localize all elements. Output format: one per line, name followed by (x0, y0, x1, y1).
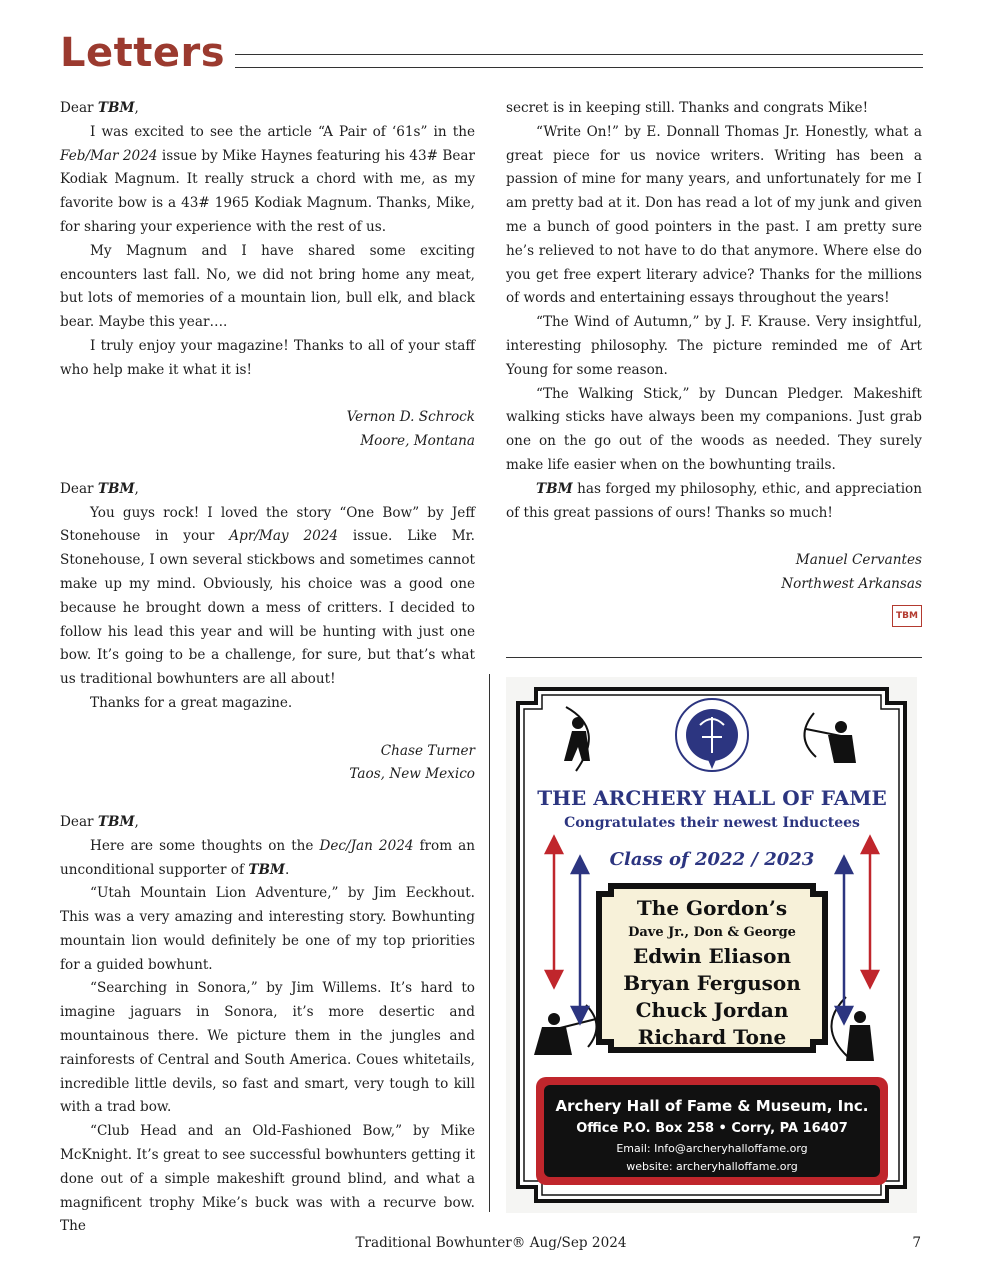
letter-3 (60, 811, 475, 1239)
letter-greeting: Dear TBM, (60, 480, 139, 497)
signature-name: Chase Turner (380, 742, 475, 759)
letter-paragraph: TBM has forged my philosophy, ethic, and appreciation of this great passions of ours! Thanks so much! (506, 480, 922, 521)
right-column (506, 97, 922, 597)
letter-paragraph: “Club Head and an Old-Fashioned Bow,” by Mike McKnight. It’s great to see successful bowhunters getting it done out of a simple makeshift ground blind, and what a magnificent trophy Mike’s buck was with a recurve bow. The (60, 1123, 475, 1235)
page-header (60, 30, 923, 80)
letter-paragraph: “Write On!” by E. Donnall Thomas Jr. Honestly, what a great piece for us novice writers. Writing has been a passion of mine for many years, and unfortunately for me I am pretty bad at it. Don has read a lot of my junk and given me a bunch of good pointers in the past. I am pretty sure he’s relieved to not have to do that anymore. Where else do you get free expert literary advice? Thanks for the millions of words and entertaining essays throughout the years! (506, 123, 922, 307)
left-column (60, 97, 475, 1239)
inductee-name: Richard Tone (637, 1025, 787, 1049)
signature-place: Northwest Arkansas (781, 575, 922, 592)
page-number: 7 (912, 1235, 921, 1251)
letter-paragraph: I truly enjoy your magazine! Thanks to all of your staff who help make it what it is! (60, 337, 475, 378)
header-rule-top (235, 54, 923, 55)
letter-paragraph: “Utah Mountain Lion Adventure,” by Jim Eeckhout. This was a very amazing and interesting story. Bowhunting mountain lion would definitely be one of my top priorities for a guided bowhunt. (60, 885, 475, 973)
letter-paragraph: “The Wind of Autumn,” by J. F. Krause. Very insightful, interesting philosophy. The picture reminded me of Art Young for some reason. (506, 314, 922, 378)
inductee-name: Edwin Eliason (632, 944, 792, 968)
letter-paragraph: “The Walking Stick,” by Duncan Pledger. Makeshift walking sticks have always been my companions. Just grab one on the go out of the woods as needed. They surely make life easier when on the bowhunting trails. (506, 385, 922, 473)
ad-subtitle: Congratulates their newest Inductees (564, 815, 860, 831)
ad-artwork (506, 677, 917, 1213)
letter-paragraph: My Magnum and I have shared some exciting encounters last fall. No, we did not bring home any meat, but lots of memories of a mountain lion, bull elk, and black bear. Maybe this year…. (60, 242, 475, 331)
signature-name: Vernon D. Schrock (346, 409, 475, 426)
tbm-end-mark: TBM (892, 605, 922, 627)
header-rule-bottom (235, 67, 923, 68)
signature-name: Manuel Cervantes (795, 552, 922, 569)
letter-greeting: Dear TBM, (60, 100, 139, 116)
ad-organization: Archery Hall of Fame & Museum, Inc. (555, 1097, 869, 1115)
letter-paragraph: You guys rock! I loved the story “One Bow” by Jeff Stonehouse in your Apr/May 2024 issue. Like Mr. Stonehouse, I own several stickbows and sometimes cannot make up my mind. Obviously, his choice was a good one because he brought down a mess of critters. I decided to follow his lead this year and will be hunting with just one bow. It’s going to be a challenge, for sure, but that’s what us traditional bowhunters are all about! (60, 504, 475, 688)
letter-2 (60, 478, 475, 787)
inductee-name: Chuck Jordan (635, 998, 789, 1022)
archery-hall-of-fame-ad (506, 677, 917, 1213)
signature-place: Moore, Montana (360, 433, 475, 450)
letter-paragraph: I was excited to see the article “A Pair of ‘61s” in the Feb/Mar 2024 issue by Mike Haynes featuring his 43# Bear Kodiak Magnum. It really struck a chord with me, as my favorite bow is a 43# 1965 Kodiak Magnum. Thanks, Mike, for sharing your experience with the rest of us. (60, 123, 475, 235)
footer-magazine: Traditional Bowhunter® Aug/Sep 2024 (355, 1235, 627, 1251)
letter-1 (60, 97, 475, 454)
letter-paragraph: Here are some thoughts on the Dec/Jan 2024 from an unconditional supporter of TBM. (60, 837, 475, 878)
ad-class-line: Class of 2022 / 2023 (609, 849, 815, 870)
signature-place: Taos, New Mexico (349, 766, 475, 783)
letter-paragraph: “Searching in Sonora,” by Jim Willems. It’s hard to imagine jaguars in Sonora, it’s more desertic and mountainous there. We picture them in the jungles and rainforests of Central and South America. Coues whitetails, incredible little devils, so fast and smart, very tough to kill with a trad bow. (60, 980, 475, 1116)
letter-paragraph: Thanks for a great magazine. (90, 694, 293, 711)
page-title: Letters (60, 30, 226, 76)
contact-panel (536, 1077, 888, 1185)
hall-of-fame-medallion-icon (676, 699, 748, 771)
letter-greeting: Dear TBM, (60, 813, 139, 830)
ad-address: Office P.O. Box 258 • Corry, PA 16407 (576, 1121, 848, 1136)
ad-title: THE ARCHERY HALL OF FAME (537, 786, 887, 810)
ad-email: Email: Info@archeryhalloffame.org (616, 1142, 808, 1155)
inductee-name: Bryan Ferguson (623, 971, 801, 995)
letter-paragraph: secret is in keeping still. Thanks and congrats Mike! (506, 100, 869, 116)
inductee-name: Dave Jr., Don & George (628, 925, 796, 940)
column-divider (489, 674, 490, 1212)
ad-website: website: archeryhalloffame.org (626, 1160, 798, 1173)
inductee-panel (596, 883, 828, 1053)
section-divider (506, 657, 922, 658)
inductee-name: The Gordon’s (636, 896, 788, 920)
